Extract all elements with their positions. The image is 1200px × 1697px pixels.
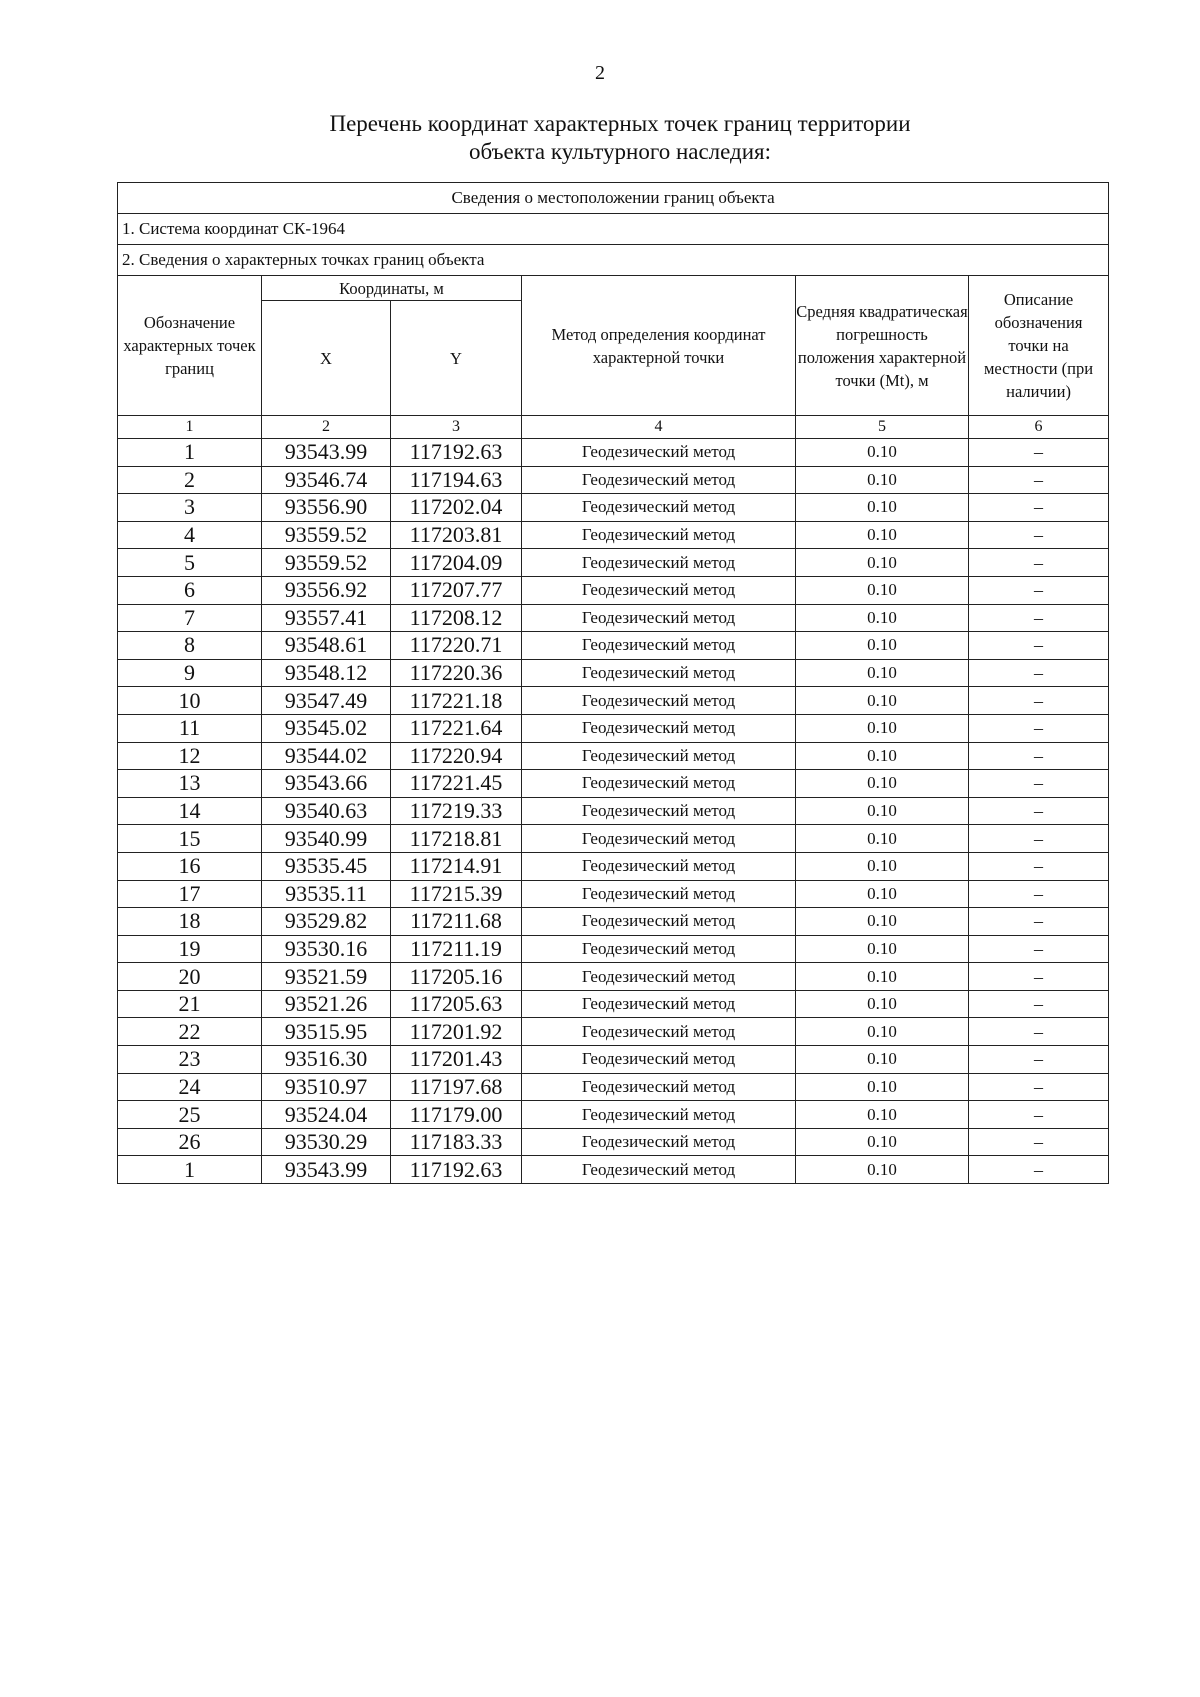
cell-y: 117192.63 bbox=[391, 1156, 522, 1184]
cell-error: 0.10 bbox=[796, 1018, 969, 1046]
cell-x: 93540.99 bbox=[262, 825, 391, 853]
column-number: 6 bbox=[969, 416, 1109, 439]
table-row bbox=[118, 1156, 1109, 1184]
cell-x: 93556.90 bbox=[262, 494, 391, 522]
cell-description: – bbox=[969, 549, 1109, 577]
cell-method: Геодезический метод bbox=[522, 439, 796, 467]
cell-error: 0.10 bbox=[796, 990, 969, 1018]
cell-y: 117220.36 bbox=[391, 659, 522, 687]
cell-x: 93559.52 bbox=[262, 521, 391, 549]
cell-point: 26 bbox=[118, 1128, 262, 1156]
cell-x: 93547.49 bbox=[262, 687, 391, 715]
cell-method: Геодезический метод bbox=[522, 935, 796, 963]
cell-point: 21 bbox=[118, 990, 262, 1018]
cell-description: – bbox=[969, 576, 1109, 604]
cell-error: 0.10 bbox=[796, 963, 969, 991]
cell-x: 93556.92 bbox=[262, 576, 391, 604]
cell-error: 0.10 bbox=[796, 494, 969, 522]
table-row bbox=[118, 963, 1109, 991]
cell-method: Геодезический метод bbox=[522, 687, 796, 715]
table-row bbox=[118, 1046, 1109, 1074]
table-row bbox=[118, 687, 1109, 715]
cell-method: Геодезический метод bbox=[522, 576, 796, 604]
cell-description: – bbox=[969, 1156, 1109, 1184]
cell-method: Геодезический метод bbox=[522, 880, 796, 908]
cell-method: Геодезический метод bbox=[522, 990, 796, 1018]
cell-point: 6 bbox=[118, 576, 262, 604]
cell-y: 117218.81 bbox=[391, 825, 522, 853]
cell-y: 117215.39 bbox=[391, 880, 522, 908]
cell-y: 117201.92 bbox=[391, 1018, 522, 1046]
cell-error: 0.10 bbox=[796, 797, 969, 825]
cell-y: 117203.81 bbox=[391, 521, 522, 549]
table-row bbox=[118, 466, 1109, 494]
cell-method: Геодезический метод bbox=[522, 908, 796, 936]
table-row bbox=[118, 1101, 1109, 1129]
cell-y: 117208.12 bbox=[391, 604, 522, 632]
cell-x: 93535.45 bbox=[262, 852, 391, 880]
table-row bbox=[118, 1128, 1109, 1156]
table-row bbox=[118, 576, 1109, 604]
cell-x: 93521.59 bbox=[262, 963, 391, 991]
cell-x: 93557.41 bbox=[262, 604, 391, 632]
cell-x: 93548.12 bbox=[262, 659, 391, 687]
cell-method: Геодезический метод bbox=[522, 770, 796, 798]
cell-y: 117205.63 bbox=[391, 990, 522, 1018]
cell-description: – bbox=[969, 604, 1109, 632]
column-number: 1 bbox=[118, 416, 262, 439]
cell-x: 93530.29 bbox=[262, 1128, 391, 1156]
cell-error: 0.10 bbox=[796, 521, 969, 549]
cell-x: 93516.30 bbox=[262, 1046, 391, 1074]
cell-method: Геодезический метод bbox=[522, 1128, 796, 1156]
cell-method: Геодезический метод bbox=[522, 1156, 796, 1184]
cell-error: 0.10 bbox=[796, 825, 969, 853]
header-y: Y bbox=[391, 301, 522, 416]
cell-y: 117220.71 bbox=[391, 632, 522, 660]
cell-point: 17 bbox=[118, 880, 262, 908]
cell-point: 13 bbox=[118, 770, 262, 798]
cell-description: – bbox=[969, 770, 1109, 798]
cell-error: 0.10 bbox=[796, 1046, 969, 1074]
cell-point: 10 bbox=[118, 687, 262, 715]
section-title: Сведения о местоположении границ объекта bbox=[118, 183, 1109, 214]
table-row bbox=[118, 742, 1109, 770]
cell-point: 11 bbox=[118, 714, 262, 742]
header-coordinates: Координаты, м bbox=[262, 276, 522, 301]
cell-method: Геодезический метод bbox=[522, 714, 796, 742]
cell-error: 0.10 bbox=[796, 714, 969, 742]
cell-description: – bbox=[969, 852, 1109, 880]
cell-point: 4 bbox=[118, 521, 262, 549]
cell-description: – bbox=[969, 963, 1109, 991]
cell-x: 93543.99 bbox=[262, 1156, 391, 1184]
cell-description: – bbox=[969, 825, 1109, 853]
cell-error: 0.10 bbox=[796, 1156, 969, 1184]
cell-y: 117205.16 bbox=[391, 963, 522, 991]
cell-x: 93544.02 bbox=[262, 742, 391, 770]
cell-point: 22 bbox=[118, 1018, 262, 1046]
cell-description: – bbox=[969, 880, 1109, 908]
cell-point: 16 bbox=[118, 852, 262, 880]
cell-point: 5 bbox=[118, 549, 262, 577]
cell-error: 0.10 bbox=[796, 880, 969, 908]
cell-y: 117211.68 bbox=[391, 908, 522, 936]
table-row bbox=[118, 990, 1109, 1018]
cell-description: – bbox=[969, 466, 1109, 494]
header-method: Метод определения координат характерной точки bbox=[522, 276, 796, 416]
cell-x: 93543.99 bbox=[262, 439, 391, 467]
table-row bbox=[118, 852, 1109, 880]
cell-error: 0.10 bbox=[796, 770, 969, 798]
cell-description: – bbox=[969, 494, 1109, 522]
table-row bbox=[118, 770, 1109, 798]
cell-description: – bbox=[969, 439, 1109, 467]
cell-description: – bbox=[969, 990, 1109, 1018]
cell-error: 0.10 bbox=[796, 742, 969, 770]
table-row bbox=[118, 714, 1109, 742]
cell-point: 19 bbox=[118, 935, 262, 963]
cell-description: – bbox=[969, 797, 1109, 825]
cell-error: 0.10 bbox=[796, 935, 969, 963]
cell-y: 117220.94 bbox=[391, 742, 522, 770]
cell-x: 93559.52 bbox=[262, 549, 391, 577]
table-row bbox=[118, 825, 1109, 853]
cell-x: 93530.16 bbox=[262, 935, 391, 963]
cell-error: 0.10 bbox=[796, 632, 969, 660]
table-row bbox=[118, 632, 1109, 660]
cell-point: 1 bbox=[118, 439, 262, 467]
table-row bbox=[118, 797, 1109, 825]
column-number: 3 bbox=[391, 416, 522, 439]
cell-method: Геодезический метод bbox=[522, 549, 796, 577]
cell-point: 9 bbox=[118, 659, 262, 687]
cell-y: 117179.00 bbox=[391, 1101, 522, 1129]
table-row bbox=[118, 521, 1109, 549]
cell-y: 117183.33 bbox=[391, 1128, 522, 1156]
cell-method: Геодезический метод bbox=[522, 1073, 796, 1101]
cell-error: 0.10 bbox=[796, 908, 969, 936]
cell-method: Геодезический метод bbox=[522, 466, 796, 494]
cell-error: 0.10 bbox=[796, 604, 969, 632]
cell-description: – bbox=[969, 659, 1109, 687]
table-row bbox=[118, 935, 1109, 963]
cell-point: 1 bbox=[118, 1156, 262, 1184]
table-row bbox=[118, 908, 1109, 936]
header-description: Описание обозначения точки на местности (при наличии) bbox=[969, 276, 1109, 416]
cell-y: 117219.33 bbox=[391, 797, 522, 825]
cell-description: – bbox=[969, 935, 1109, 963]
header-point-label: Обозначение характерных точек границ bbox=[118, 276, 262, 416]
cell-method: Геодезический метод bbox=[522, 521, 796, 549]
coordinate-system: 1. Система координат СК-1964 bbox=[118, 214, 1109, 245]
cell-error: 0.10 bbox=[796, 852, 969, 880]
cell-point: 3 bbox=[118, 494, 262, 522]
cell-point: 14 bbox=[118, 797, 262, 825]
cell-method: Геодезический метод bbox=[522, 963, 796, 991]
cell-y: 117211.19 bbox=[391, 935, 522, 963]
cell-y: 117214.91 bbox=[391, 852, 522, 880]
table-row bbox=[118, 494, 1109, 522]
cell-error: 0.10 bbox=[796, 439, 969, 467]
cell-error: 0.10 bbox=[796, 687, 969, 715]
cell-error: 0.10 bbox=[796, 1073, 969, 1101]
table-row bbox=[118, 659, 1109, 687]
cell-error: 0.10 bbox=[796, 659, 969, 687]
cell-x: 93515.95 bbox=[262, 1018, 391, 1046]
cell-method: Геодезический метод bbox=[522, 494, 796, 522]
cell-y: 117201.43 bbox=[391, 1046, 522, 1074]
page-number: 2 bbox=[595, 62, 605, 84]
cell-method: Геодезический метод bbox=[522, 1018, 796, 1046]
cell-method: Геодезический метод bbox=[522, 742, 796, 770]
cell-y: 117194.63 bbox=[391, 466, 522, 494]
cell-method: Геодезический метод bbox=[522, 1101, 796, 1129]
title-line-1: Перечень координат характерных точек границ территории bbox=[329, 111, 911, 136]
cell-method: Геодезический метод bbox=[522, 659, 796, 687]
cell-point: 23 bbox=[118, 1046, 262, 1074]
cell-point: 25 bbox=[118, 1101, 262, 1129]
cell-method: Геодезический метод bbox=[522, 604, 796, 632]
cell-error: 0.10 bbox=[796, 576, 969, 604]
cell-description: – bbox=[969, 1018, 1109, 1046]
cell-y: 117221.64 bbox=[391, 714, 522, 742]
table-row bbox=[118, 439, 1109, 467]
points-info-heading: 2. Сведения о характерных точках границ объекта bbox=[118, 245, 1109, 276]
cell-error: 0.10 bbox=[796, 1128, 969, 1156]
cell-point: 18 bbox=[118, 908, 262, 936]
cell-error: 0.10 bbox=[796, 466, 969, 494]
table-row bbox=[118, 880, 1109, 908]
cell-description: – bbox=[969, 714, 1109, 742]
cell-error: 0.10 bbox=[796, 1101, 969, 1129]
cell-x: 93521.26 bbox=[262, 990, 391, 1018]
cell-y: 117202.04 bbox=[391, 494, 522, 522]
cell-description: – bbox=[969, 1128, 1109, 1156]
cell-method: Геодезический метод bbox=[522, 825, 796, 853]
cell-method: Геодезический метод bbox=[522, 1046, 796, 1074]
cell-description: – bbox=[969, 1101, 1109, 1129]
table-row bbox=[118, 604, 1109, 632]
cell-y: 117207.77 bbox=[391, 576, 522, 604]
cell-x: 93548.61 bbox=[262, 632, 391, 660]
cell-y: 117192.63 bbox=[391, 439, 522, 467]
cell-y: 117221.18 bbox=[391, 687, 522, 715]
title-line-2: объекта культурного наследия: bbox=[468, 139, 772, 164]
cell-description: – bbox=[969, 908, 1109, 936]
table-row bbox=[118, 1073, 1109, 1101]
cell-y: 117204.09 bbox=[391, 549, 522, 577]
cell-x: 93543.66 bbox=[262, 770, 391, 798]
cell-point: 2 bbox=[118, 466, 262, 494]
cell-point: 7 bbox=[118, 604, 262, 632]
cell-point: 12 bbox=[118, 742, 262, 770]
cell-method: Геодезический метод bbox=[522, 852, 796, 880]
cell-x: 93510.97 bbox=[262, 1073, 391, 1101]
coordinates-table bbox=[117, 182, 1109, 1184]
column-number: 2 bbox=[262, 416, 391, 439]
cell-x: 93540.63 bbox=[262, 797, 391, 825]
table-row bbox=[118, 549, 1109, 577]
cell-description: – bbox=[969, 632, 1109, 660]
cell-error: 0.10 bbox=[796, 549, 969, 577]
cell-point: 15 bbox=[118, 825, 262, 853]
cell-method: Геодезический метод bbox=[522, 632, 796, 660]
table-row bbox=[118, 1018, 1109, 1046]
column-number: 5 bbox=[796, 416, 969, 439]
cell-point: 20 bbox=[118, 963, 262, 991]
cell-description: – bbox=[969, 742, 1109, 770]
document-title bbox=[0, 110, 1200, 166]
cell-x: 93546.74 bbox=[262, 466, 391, 494]
cell-x: 93545.02 bbox=[262, 714, 391, 742]
cell-description: – bbox=[969, 521, 1109, 549]
cell-description: – bbox=[969, 687, 1109, 715]
header-x: X bbox=[262, 301, 391, 416]
cell-x: 93529.82 bbox=[262, 908, 391, 936]
cell-y: 117197.68 bbox=[391, 1073, 522, 1101]
cell-point: 24 bbox=[118, 1073, 262, 1101]
cell-x: 93524.04 bbox=[262, 1101, 391, 1129]
cell-description: – bbox=[969, 1046, 1109, 1074]
cell-method: Геодезический метод bbox=[522, 797, 796, 825]
cell-description: – bbox=[969, 1073, 1109, 1101]
cell-x: 93535.11 bbox=[262, 880, 391, 908]
header-error: Средняя квадратическая погрешность положения характерной точки (Mt), м bbox=[796, 276, 969, 416]
cell-y: 117221.45 bbox=[391, 770, 522, 798]
cell-point: 8 bbox=[118, 632, 262, 660]
column-number: 4 bbox=[522, 416, 796, 439]
